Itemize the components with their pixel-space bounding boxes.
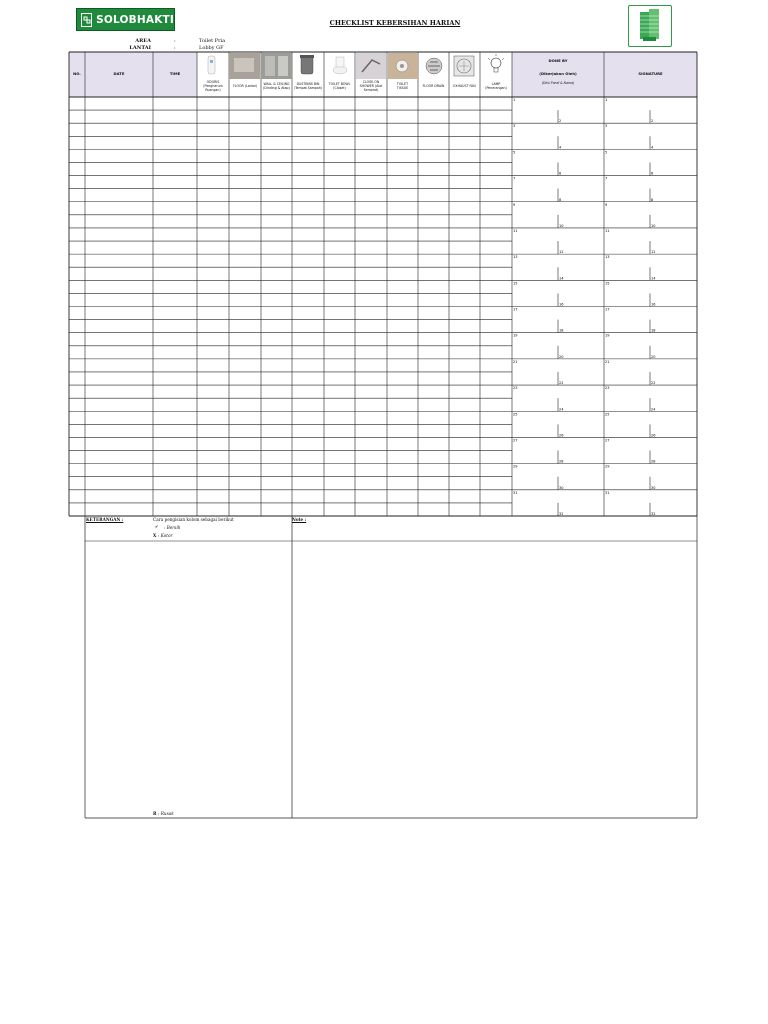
area-label: AREA: [135, 38, 151, 44]
col-exhaust-fan-l1: EXHAUST FAN: [453, 84, 476, 88]
col-tissue-l1: TOILET: [396, 82, 409, 86]
col-lamp-l1: LAMP: [491, 82, 501, 86]
sig-num-top: 19: [605, 333, 610, 338]
col-no: NO.: [73, 71, 81, 76]
done-num-top: 9: [513, 202, 516, 207]
keterangan-label: KETERANGAN :: [86, 517, 124, 522]
col-odoris-l1: ODORIS: [206, 80, 220, 84]
toilet-tissue-icon: [388, 53, 418, 79]
col-wall-l1: WALL & CEILING: [263, 82, 290, 86]
sig-num-top: 9: [605, 202, 608, 207]
sig-num-top: 23: [605, 386, 610, 391]
done-num-top: 15: [513, 281, 518, 286]
sig-num-bottom: 2: [651, 119, 654, 124]
col-exhaust-fan: [449, 84, 480, 88]
done-num-top: 11: [513, 228, 518, 233]
lantai-colon: :: [174, 45, 176, 51]
col-odoris-l3: Ruangan): [205, 88, 221, 92]
sig-num-bottom: 14: [651, 276, 656, 281]
page-title: CHECKLIST KEBERSIHAN HARIAN: [329, 19, 461, 27]
odoris-icon: [208, 56, 215, 74]
toilet-bowl-icon: [333, 57, 347, 74]
check-symbol: ✔: [155, 524, 159, 529]
r-meaning: : Rusak: [158, 811, 174, 816]
done-num-top: 7: [513, 176, 516, 181]
area-value: Toilet Pria: [199, 38, 226, 44]
col-floor-l1: FLOOR (Lantai): [232, 84, 258, 88]
col-tissue: [387, 82, 418, 90]
logo-text: SOLOBHAKTI: [96, 13, 174, 26]
x-symbol: X: [153, 533, 157, 538]
done-num-top: 25: [513, 412, 518, 417]
col-shower: [355, 80, 387, 92]
floor-drain-icon: [426, 58, 442, 74]
col-toilet-bowl-l2: (Closet): [333, 86, 346, 90]
done-num-top: 3: [513, 124, 516, 129]
done-num-top: 27: [513, 438, 518, 443]
done-num-top: 5: [513, 150, 516, 155]
sig-num-top: 27: [605, 438, 610, 443]
lantai-value: Lobby GF: [199, 45, 224, 51]
sig-num-top: 13: [605, 255, 610, 260]
sig-num-bottom: 18: [651, 328, 656, 333]
col-toilet-bowl-l1: TOILET BOWL: [328, 82, 351, 86]
sig-num-top: 7: [605, 176, 608, 181]
done-num-top: 19: [513, 333, 518, 338]
col-shower-l2: SHOWER (Alat: [359, 84, 383, 88]
sig-num-bottom: 28: [651, 459, 656, 464]
sig-num-bottom: 8: [651, 197, 654, 202]
col-shower-l3: Semprot): [363, 88, 379, 92]
done-num-bottom: 28: [559, 459, 564, 464]
sig-num-top: 3: [605, 124, 608, 129]
done-num-bottom: 12: [559, 250, 564, 255]
sig-num-bottom: 4: [651, 145, 654, 150]
done-num-top: 29: [513, 464, 518, 469]
sig-num-top: 25: [605, 412, 610, 417]
check-meaning: : Bersih: [164, 525, 181, 530]
note-label: Note :: [292, 517, 307, 522]
sig-num-top: 1: [605, 98, 608, 102]
shower-icon: [356, 53, 386, 79]
col-dustbin-l2: (Tempat Sampah): [293, 86, 323, 90]
sig-num-top: 21: [605, 359, 610, 364]
area-colon: :: [174, 38, 176, 44]
wall-ceiling-icon: [261, 53, 292, 79]
keterangan-instruction: Cara pengisian kolom sebagai berikut: [153, 517, 234, 522]
sig-num-bottom: 32: [651, 512, 656, 516]
col-odoris: [197, 80, 229, 92]
sig-num-top: 31: [605, 490, 610, 495]
sig-num-bottom: 12: [651, 250, 656, 255]
done-num-top: 13: [513, 255, 518, 260]
col-signature: SIGNATURE: [638, 71, 663, 76]
col-dustbin-l1: DUSTBINS BIN: [296, 82, 320, 86]
col-shower-l1: CLOSE-ON: [362, 80, 380, 84]
done-num-bottom: 20: [559, 354, 564, 359]
sig-num-top: 29: [605, 464, 610, 469]
col-floor-drain-l1: FLOOR DRAIN: [422, 84, 445, 88]
done-num-bottom: 30: [559, 485, 564, 490]
sig-num-bottom: 22: [651, 381, 656, 386]
done-num-bottom: 26: [559, 433, 564, 438]
done-num-bottom: 16: [559, 302, 564, 307]
col-done-by-sub2: (Diisi Paraf & Nama): [541, 81, 575, 85]
col-done-by-sub1: (Dikerjakan Oleh): [539, 71, 577, 76]
exhaust-fan-icon: [454, 56, 474, 76]
sig-num-bottom: 16: [651, 302, 656, 307]
col-floor: [229, 84, 261, 88]
col-floor-drain: [418, 84, 449, 88]
col-date: DATE: [113, 71, 125, 76]
done-num-bottom: 2: [559, 119, 562, 124]
done-num-top: 1: [513, 98, 516, 102]
done-num-top: 23: [513, 386, 518, 391]
r-symbol: R: [153, 811, 157, 816]
done-num-bottom: 8: [559, 197, 562, 202]
col-wall-l2: (Dinding & Atap): [263, 86, 290, 90]
col-done-by: DONE BY: [548, 58, 568, 63]
x-meaning: : Kotor: [158, 533, 173, 538]
done-num-bottom: 6: [559, 171, 562, 176]
col-lamp: [480, 82, 512, 90]
done-num-bottom: 22: [559, 381, 564, 386]
floor-icon: [229, 53, 260, 79]
done-num-bottom: 4: [559, 145, 562, 150]
done-num-bottom: 32: [559, 512, 564, 516]
sig-num-top: 17: [605, 307, 610, 312]
sig-num-top: 11: [605, 228, 610, 233]
sig-num-top: 15: [605, 281, 610, 286]
sig-num-bottom: 10: [651, 223, 656, 228]
done-num-bottom: 18: [559, 328, 564, 333]
done-num-bottom: 14: [559, 276, 564, 281]
dustbin-icon: [300, 55, 314, 74]
sig-num-bottom: 20: [651, 354, 656, 359]
col-time: TIME: [169, 71, 181, 76]
sig-num-bottom: 24: [651, 407, 656, 412]
col-odoris-l2: (Pengharum: [203, 84, 223, 88]
done-num-top: 21: [513, 359, 518, 364]
sig-num-bottom: 26: [651, 433, 656, 438]
col-dustbin: [292, 82, 324, 90]
col-toilet-bowl: [324, 82, 355, 90]
col-tissue-l2: TISSUE: [396, 86, 409, 90]
lamp-icon: [488, 54, 504, 72]
sig-num-bottom: 30: [651, 485, 656, 490]
sig-num-bottom: 6: [651, 171, 654, 176]
done-num-top: 17: [513, 307, 518, 312]
col-lamp-l2: (Penerangan): [485, 86, 507, 90]
done-num-bottom: 10: [559, 223, 564, 228]
done-num-top: 31: [513, 490, 518, 495]
lantai-label: LANTAI: [129, 45, 151, 51]
col-wall: [261, 82, 292, 90]
done-num-bottom: 24: [559, 407, 564, 412]
sig-num-top: 5: [605, 150, 608, 155]
